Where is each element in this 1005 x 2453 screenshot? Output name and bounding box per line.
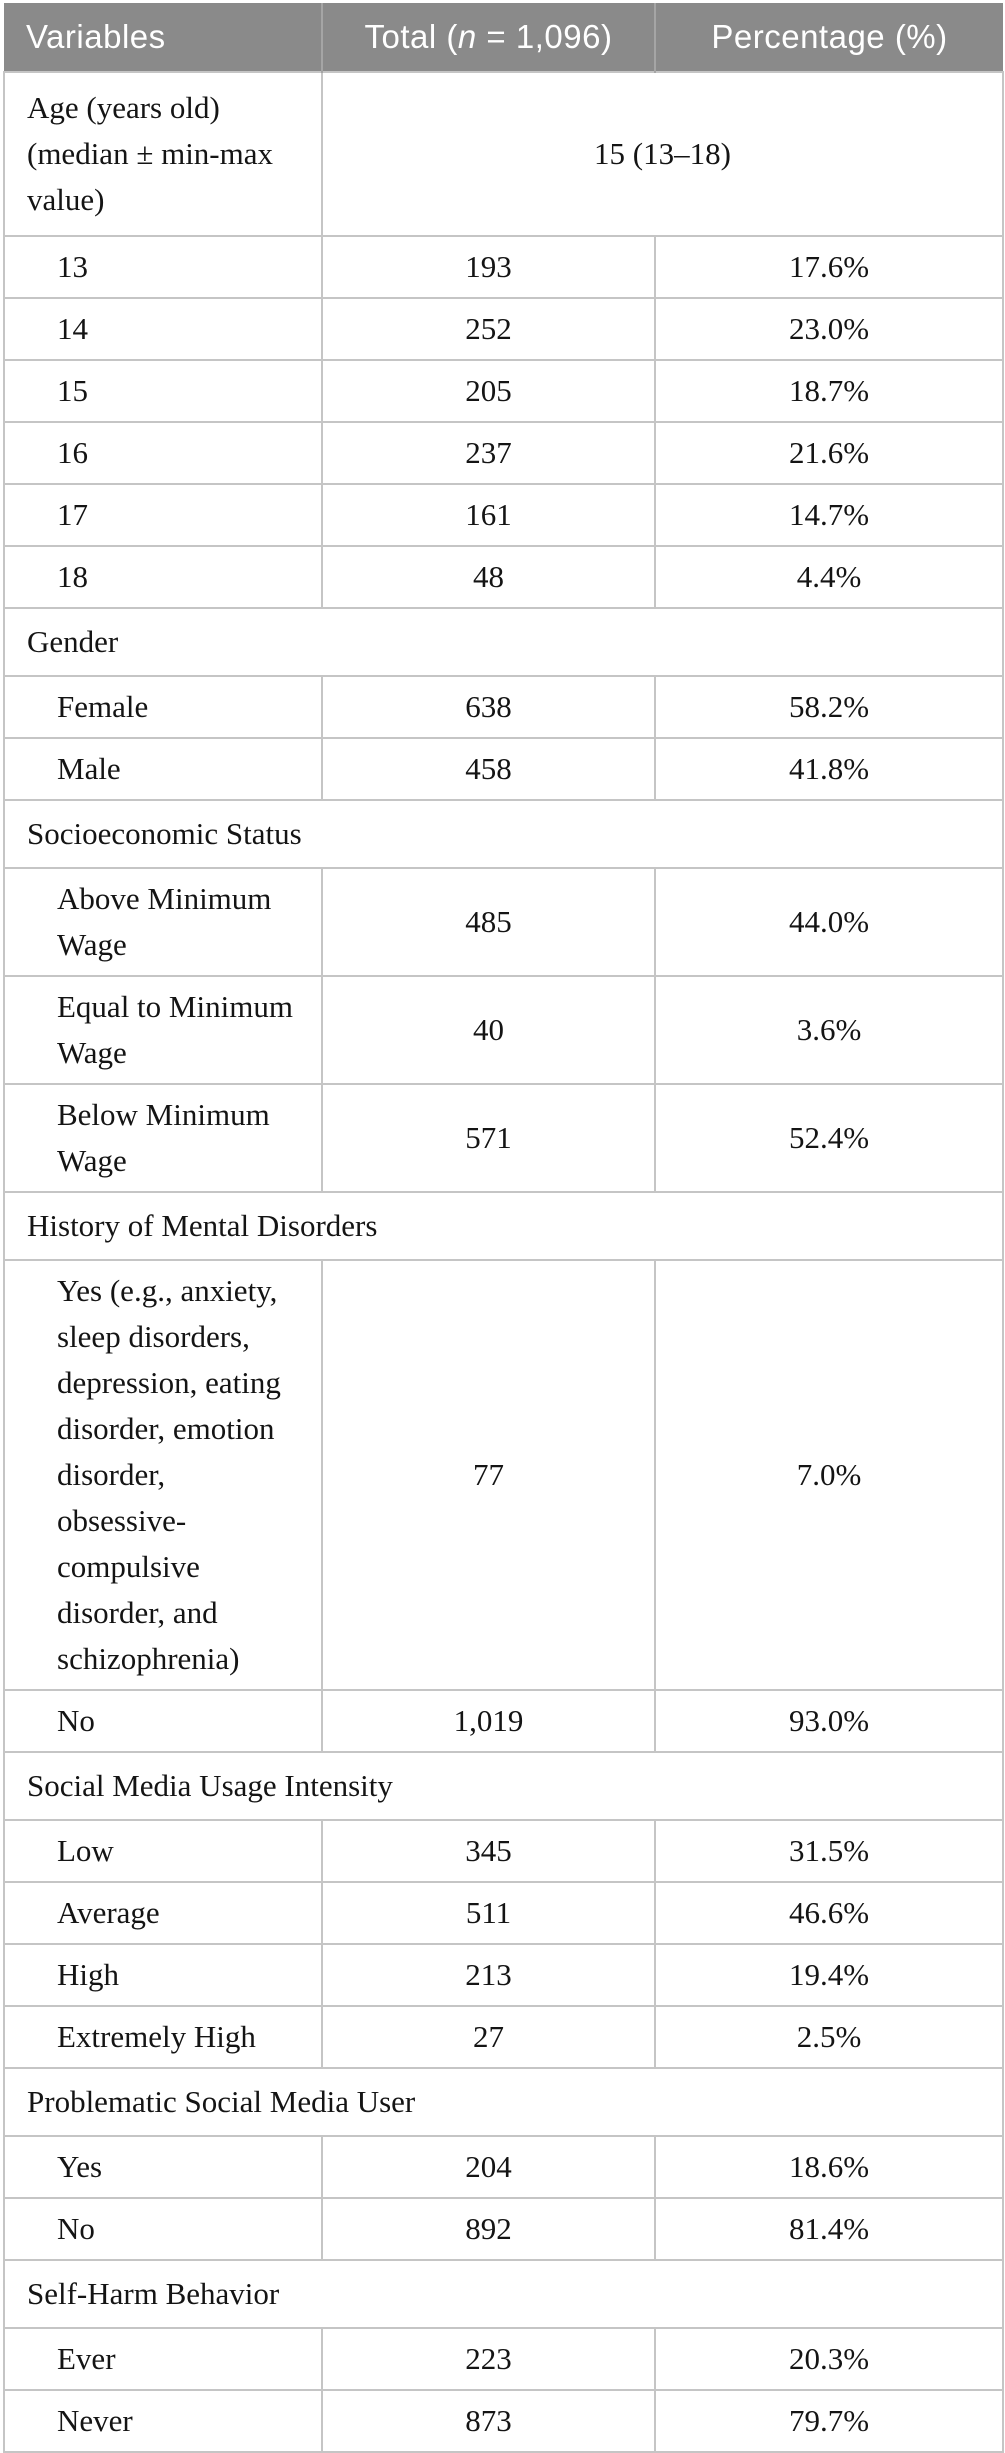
col-header-percentage: Percentage (%) — [655, 3, 1003, 72]
table-row — [4, 546, 1003, 608]
row-percentage: 23.0% — [655, 298, 1003, 360]
table-row — [4, 298, 1003, 360]
row-total: 1,019 — [322, 1690, 655, 1752]
row-total: 485 — [322, 868, 655, 976]
row-percentage: 93.0% — [655, 1690, 1003, 1752]
row-label: Ever — [4, 2328, 322, 2390]
row-percentage: 41.8% — [655, 738, 1003, 800]
row-label: Male — [4, 738, 322, 800]
table-row — [4, 236, 1003, 298]
table-row — [4, 1944, 1003, 2006]
row-label: No — [4, 2198, 322, 2260]
row-total: 237 — [322, 422, 655, 484]
row-total: 511 — [322, 1882, 655, 1944]
section-label: Self-Harm Behavior — [4, 2260, 1003, 2328]
section-label: Socioeconomic Status — [4, 800, 1003, 868]
row-percentage: 52.4% — [655, 1084, 1003, 1192]
table-row — [4, 2136, 1003, 2198]
row-percentage: 44.0% — [655, 868, 1003, 976]
table-row — [4, 1084, 1003, 1192]
row-percentage: 3.6% — [655, 976, 1003, 1084]
row-label: Low — [4, 1820, 322, 1882]
table-row — [4, 1260, 1003, 1690]
section-row — [4, 1192, 1003, 1260]
row-label: Never — [4, 2390, 322, 2452]
total-label-n: n — [457, 18, 477, 55]
row-total: 204 — [322, 2136, 655, 2198]
row-total: 205 — [322, 360, 655, 422]
row-total: 571 — [322, 1084, 655, 1192]
row-total: 223 — [322, 2328, 655, 2390]
row-percentage: 21.6% — [655, 422, 1003, 484]
table-row — [4, 1690, 1003, 1752]
row-percentage: 31.5% — [655, 1820, 1003, 1882]
table-row — [4, 72, 1003, 236]
row-label: No — [4, 1690, 322, 1752]
table-row — [4, 1882, 1003, 1944]
table-row — [4, 676, 1003, 738]
row-total: 193 — [322, 236, 655, 298]
col-header-total — [322, 3, 655, 72]
row-percentage: 4.4% — [655, 546, 1003, 608]
row-label: Yes (e.g., anxiety, sleep disorders, depression, eating disorder, emotion disorder, obsessive-compulsive disorder, and schizophrenia) — [4, 1260, 322, 1690]
row-percentage: 79.7% — [655, 2390, 1003, 2452]
row-label: Yes — [4, 2136, 322, 2198]
row-label: Extremely High — [4, 2006, 322, 2068]
row-label: 17 — [4, 484, 322, 546]
section-row — [4, 1752, 1003, 1820]
table-row — [4, 422, 1003, 484]
row-label: Below Minimum Wage — [4, 1084, 322, 1192]
row-percentage: 19.4% — [655, 1944, 1003, 2006]
row-percentage: 17.6% — [655, 236, 1003, 298]
table-row — [4, 2198, 1003, 2260]
row-total: 345 — [322, 1820, 655, 1882]
table-row — [4, 2390, 1003, 2452]
table-row — [4, 2328, 1003, 2390]
row-label: 16 — [4, 422, 322, 484]
row-percentage: 46.6% — [655, 1882, 1003, 1944]
row-total: 458 — [322, 738, 655, 800]
row-label: Average — [4, 1882, 322, 1944]
section-row — [4, 2260, 1003, 2328]
total-label-suffix: = 1,096) — [476, 18, 613, 55]
row-total: 213 — [322, 1944, 655, 2006]
header-row — [4, 3, 1003, 72]
table-row — [4, 976, 1003, 1084]
table-row — [4, 1820, 1003, 1882]
row-total: 252 — [322, 298, 655, 360]
row-total: 40 — [322, 976, 655, 1084]
section-label: Problematic Social Media User — [4, 2068, 1003, 2136]
col-header-variables: Variables — [4, 3, 322, 72]
row-percentage: 14.7% — [655, 484, 1003, 546]
row-label: Equal to Minimum Wage — [4, 976, 322, 1084]
table-row — [4, 738, 1003, 800]
row-label: High — [4, 1944, 322, 2006]
row-label: 18 — [4, 546, 322, 608]
row-percentage: 20.3% — [655, 2328, 1003, 2390]
row-total: 48 — [322, 546, 655, 608]
row-percentage: 81.4% — [655, 2198, 1003, 2260]
section-row — [4, 2068, 1003, 2136]
row-merged-value: 15 (13–18) — [322, 72, 1003, 236]
row-label: 15 — [4, 360, 322, 422]
section-row — [4, 608, 1003, 676]
row-percentage: 18.6% — [655, 2136, 1003, 2198]
table-row — [4, 360, 1003, 422]
row-label: Female — [4, 676, 322, 738]
row-label: 14 — [4, 298, 322, 360]
section-label: Gender — [4, 608, 1003, 676]
row-total: 892 — [322, 2198, 655, 2260]
row-percentage: 2.5% — [655, 2006, 1003, 2068]
section-label: Social Media Usage Intensity — [4, 1752, 1003, 1820]
section-label: History of Mental Disorders — [4, 1192, 1003, 1260]
table-header — [4, 3, 1003, 72]
total-label-prefix: Total ( — [364, 18, 458, 55]
section-row — [4, 800, 1003, 868]
table-row — [4, 868, 1003, 976]
table-body — [4, 72, 1003, 2452]
row-percentage: 7.0% — [655, 1260, 1003, 1690]
row-percentage: 58.2% — [655, 676, 1003, 738]
table-row — [4, 484, 1003, 546]
table-row — [4, 2006, 1003, 2068]
row-label: Age (years old) (median ± min-max value) — [4, 72, 322, 236]
row-total: 873 — [322, 2390, 655, 2452]
row-total: 161 — [322, 484, 655, 546]
row-total: 77 — [322, 1260, 655, 1690]
row-total: 638 — [322, 676, 655, 738]
row-total: 27 — [322, 2006, 655, 2068]
row-label: Above Minimum Wage — [4, 868, 322, 976]
demographics-table — [3, 3, 1004, 2453]
row-percentage: 18.7% — [655, 360, 1003, 422]
row-label: 13 — [4, 236, 322, 298]
